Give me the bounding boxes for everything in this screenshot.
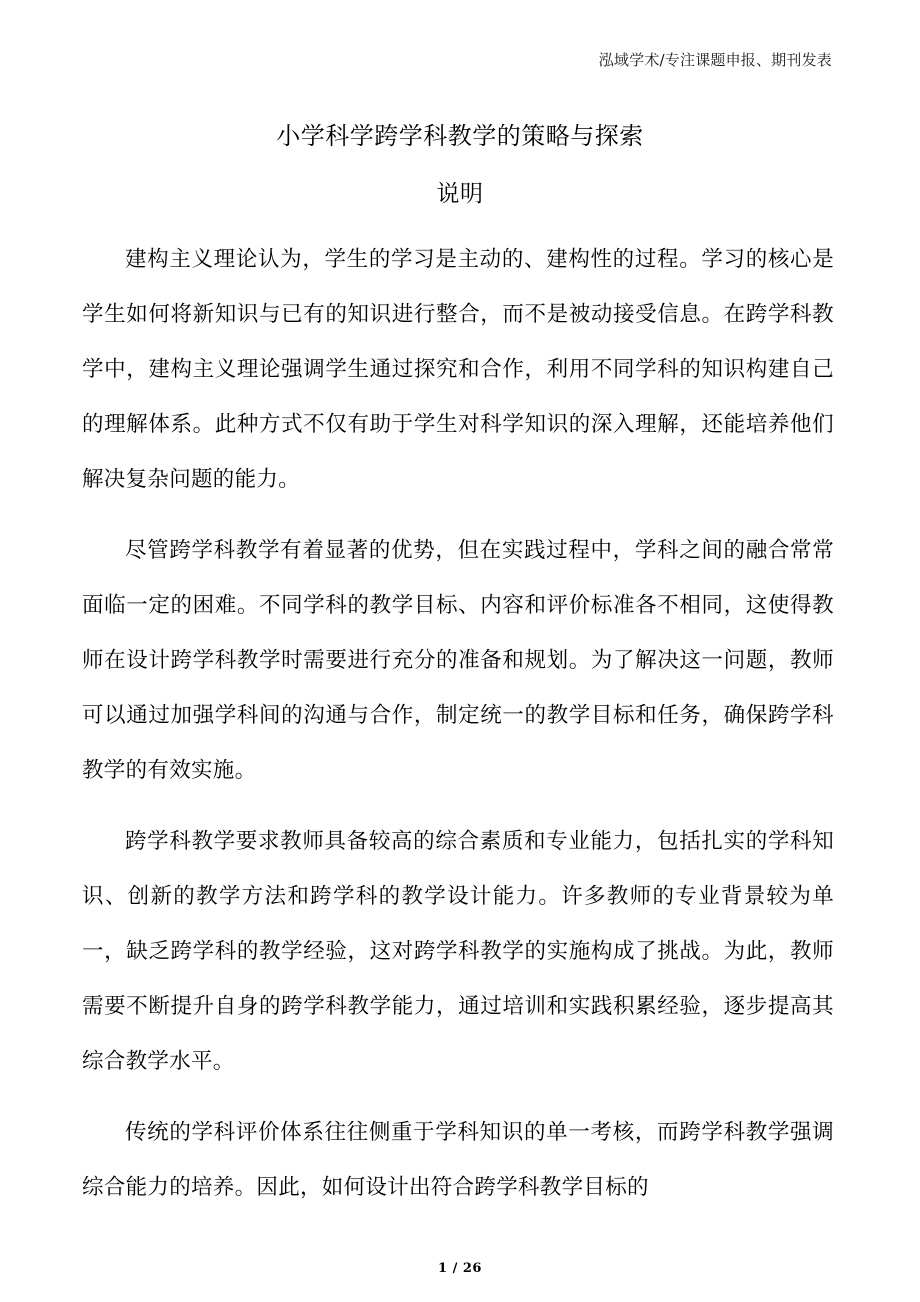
paragraph: 传统的学科评价体系往往侧重于学科知识的单一考核，而跨学科教学强调综合能力的培养。因此，如何设计出符合跨学科教学目标的 [82, 1120, 834, 1200]
section-heading: 说明 [436, 181, 484, 207]
page-number: 1 / 26 [438, 1261, 482, 1276]
running-header: 泓域学术/专注课题申报、期刊发表 [598, 51, 832, 69]
paragraph: 建构主义理论认为，学生的学习是主动的、建构性的过程。学习的核心是学生如何将新知识与已有的知识进行整合，而不是被动接受信息。在跨学科教学中，建构主义理论强调学生通过探究和合作，利用不同学科的知识构建自己的理解体系。此种方式不仅有助于学生对科学知识的深入理解，还能培养他们解决复杂问题的能力。 [82, 247, 834, 492]
body-text [82, 232, 834, 1215]
page-title: 小学科学跨学科教学的策略与探索 [276, 122, 644, 150]
paragraph: 尽管跨学科教学有着显著的优势，但在实践过程中，学科之间的融合常常面临一定的困难。不同学科的教学目标、内容和评价标准各不相同，这使得教师在设计跨学科教学时需要进行充分的准备和规划。为了解决这一问题，教师可以通过加强学科间的沟通与合作，制定统一的教学目标和任务，确保跨学科教学的有效实施。 [82, 538, 834, 783]
paragraph: 跨学科教学要求教师具备较高的综合素质和专业能力，包括扎实的学科知识、创新的教学方法和跨学科的教学设计能力。许多教师的专业背景较为单一，缺乏跨学科的教学经验，这对跨学科教学的实施构成了挑战。为此，教师需要不断提升自身的跨学科教学能力，通过培训和实践积累经验，逐步提高其综合教学水平。 [82, 829, 834, 1074]
